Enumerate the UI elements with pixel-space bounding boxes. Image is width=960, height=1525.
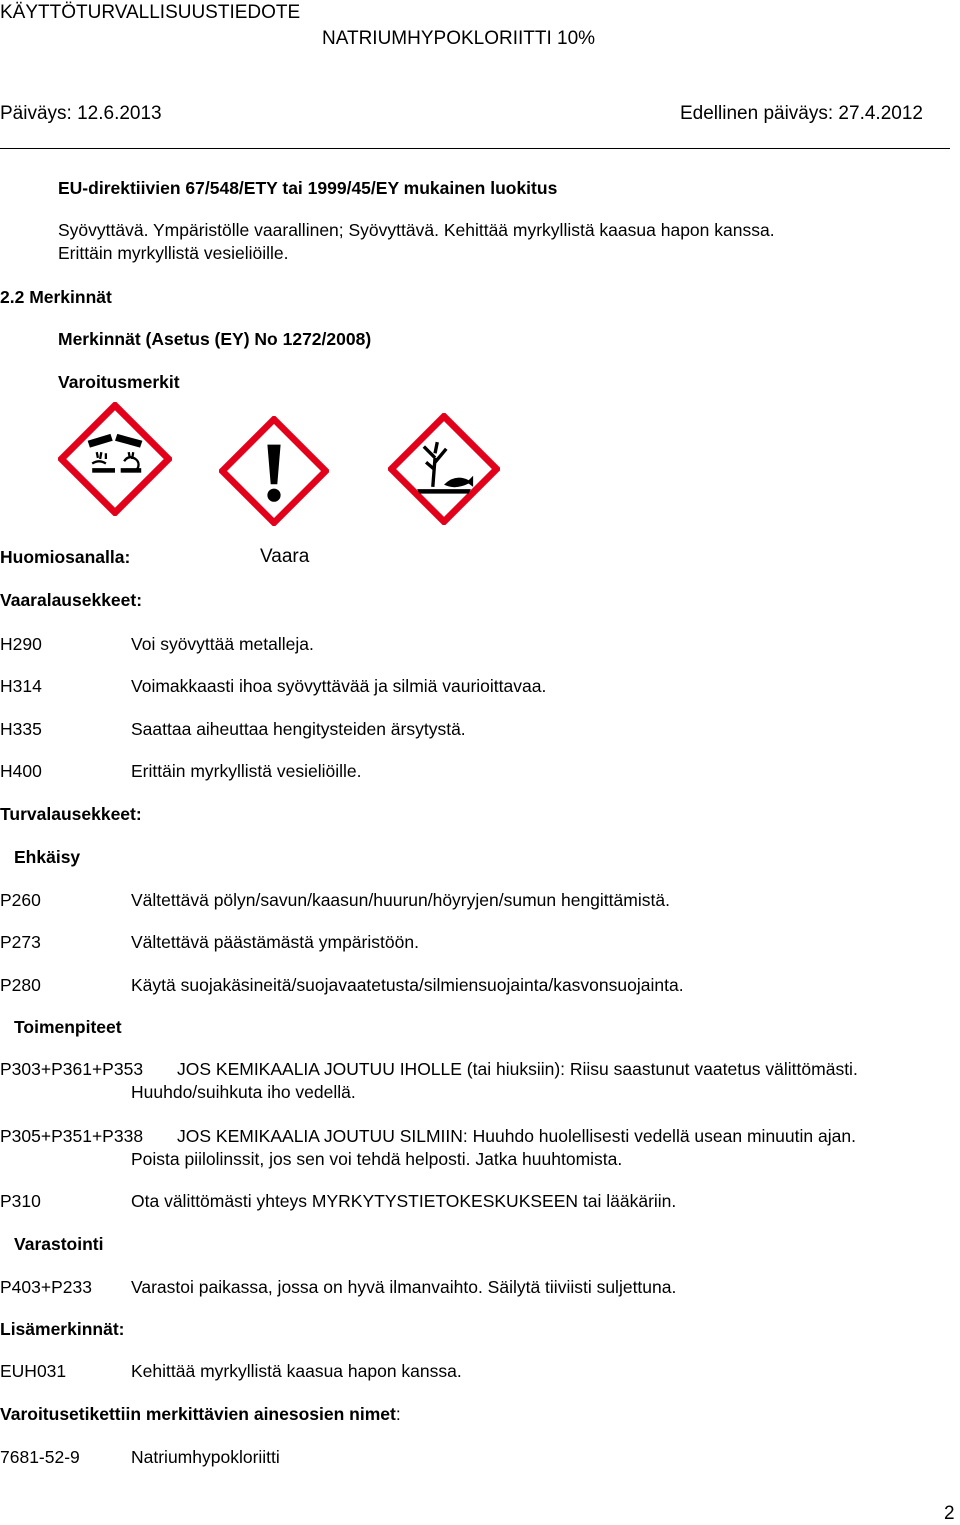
- precaution-text: Varastoi paikassa, jossa on hyvä ilmanvaihto. Säilytä tiiviisti suljettuna.: [131, 1277, 677, 1297]
- eu-classification-line1: Syövyttävä. Ympäristölle vaarallinen; Syövyttävä. Kehittää myrkyllistä kaasua hapon kanssa.: [58, 220, 775, 240]
- eu-classification-line2: Erittäin myrkyllistä vesieliöille.: [58, 243, 289, 263]
- components-heading-colon: :: [395, 1404, 401, 1424]
- document-title: KÄYTTÖTURVALLISUUSTIEDOTE: [0, 2, 301, 23]
- precaution-text-continued: Poista piilolinssit, jos sen voi tehdä helposti. Jatka huuhtomista.: [131, 1149, 623, 1169]
- hazard-text: Voi syövyttää metalleja.: [131, 634, 314, 654]
- precaution-code: P403+P233: [0, 1277, 92, 1297]
- hazard-text: Saattaa aiheuttaa hengitysteiden ärsytystä.: [131, 719, 466, 739]
- hazard-code: H290: [0, 634, 42, 654]
- precaution-text: JOS KEMIKAALIA JOUTUU IHOLLE (tai hiuksiin): Riisu saastunut vaatetus välittömästi.: [177, 1059, 858, 1079]
- product-name: NATRIUMHYPOKLORIITTI 10%: [322, 28, 596, 49]
- precaution-code: P303+P361+P353: [0, 1059, 144, 1079]
- supplemental-heading: Lisämerkinnät:: [0, 1319, 125, 1339]
- signal-word-label: Huomiosanalla:: [0, 547, 131, 567]
- component-cas-number: 7681-52-9: [0, 1447, 80, 1467]
- precaution-code: P305+P351+P338: [0, 1126, 144, 1146]
- exclamation-icon: [219, 416, 329, 526]
- regulation-heading: Merkinnät (Asetus (EY) No 1272/2008): [58, 329, 372, 349]
- signal-word: Vaara: [260, 546, 310, 567]
- components-heading-label: Varoitusetikettiin merkittävien ainesosien nimet: [0, 1404, 396, 1424]
- prevention-heading: Ehkäisy: [14, 847, 81, 867]
- hazard-code: H400: [0, 761, 42, 781]
- section-heading: 2.2 Merkinnät: [0, 287, 112, 307]
- hazard-heading: Vaaralausekkeet:: [0, 590, 143, 610]
- page-number: 2: [944, 1503, 955, 1524]
- precaution-code: P280: [0, 975, 41, 995]
- precaution-code: P273: [0, 932, 41, 952]
- component-name: Natriumhypokloriitti: [131, 1447, 280, 1467]
- storage-heading: Varastointi: [14, 1234, 104, 1254]
- hazard-text: Erittäin myrkyllistä vesieliöille.: [131, 761, 362, 781]
- precaution-text: Vältettävä päästämästä ympäristöön.: [131, 932, 419, 952]
- hazard-text: Voimakkaasti ihoa syövyttävää ja silmiä vaurioittavaa.: [131, 676, 547, 696]
- precaution-text-continued: Huuhdo/suihkuta iho vedellä.: [131, 1082, 356, 1102]
- pictograms-heading: Varoitusmerkit: [58, 372, 180, 392]
- hazard-code: H314: [0, 676, 42, 696]
- precaution-text: Käytä suojakäsineitä/suojavaatetusta/silmiensuojainta/kasvonsuojainta.: [131, 975, 684, 995]
- precaution-text: JOS KEMIKAALIA JOUTUU SILMIIN: Huuhdo huolellisesti vedellä usean minuutin ajan.: [177, 1126, 856, 1146]
- eu-classification-heading: EU-direktiivien 67/548/ETY tai 1999/45/EY mukainen luokitus: [58, 178, 558, 198]
- precaution-text: Vältettävä pölyn/savun/kaasun/huurun/höyryjen/sumun hengittämistä.: [131, 890, 670, 910]
- hazard-code: H335: [0, 719, 42, 739]
- issue-date: Päiväys: 12.6.2013: [0, 103, 162, 124]
- previous-date: Edellinen päiväys: 27.4.2012: [680, 103, 923, 124]
- precaution-code: P260: [0, 890, 41, 910]
- precaution-heading: Turvalausekkeet:: [0, 804, 142, 824]
- supplemental-code: EUH031: [0, 1361, 67, 1381]
- components-heading: [0, 1403, 401, 1425]
- header-divider: [0, 148, 950, 149]
- supplemental-text: Kehittää myrkyllistä kaasua hapon kanssa.: [131, 1361, 462, 1381]
- response-heading: Toimenpiteet: [14, 1017, 122, 1037]
- precaution-code: P310: [0, 1191, 41, 1211]
- environment-icon: [388, 413, 500, 525]
- precaution-text: Ota välittömästi yhteys MYRKYTYSTIETOKESKUKSEEN tai lääkäriin.: [131, 1191, 677, 1211]
- corrosion-icon: [58, 402, 172, 516]
